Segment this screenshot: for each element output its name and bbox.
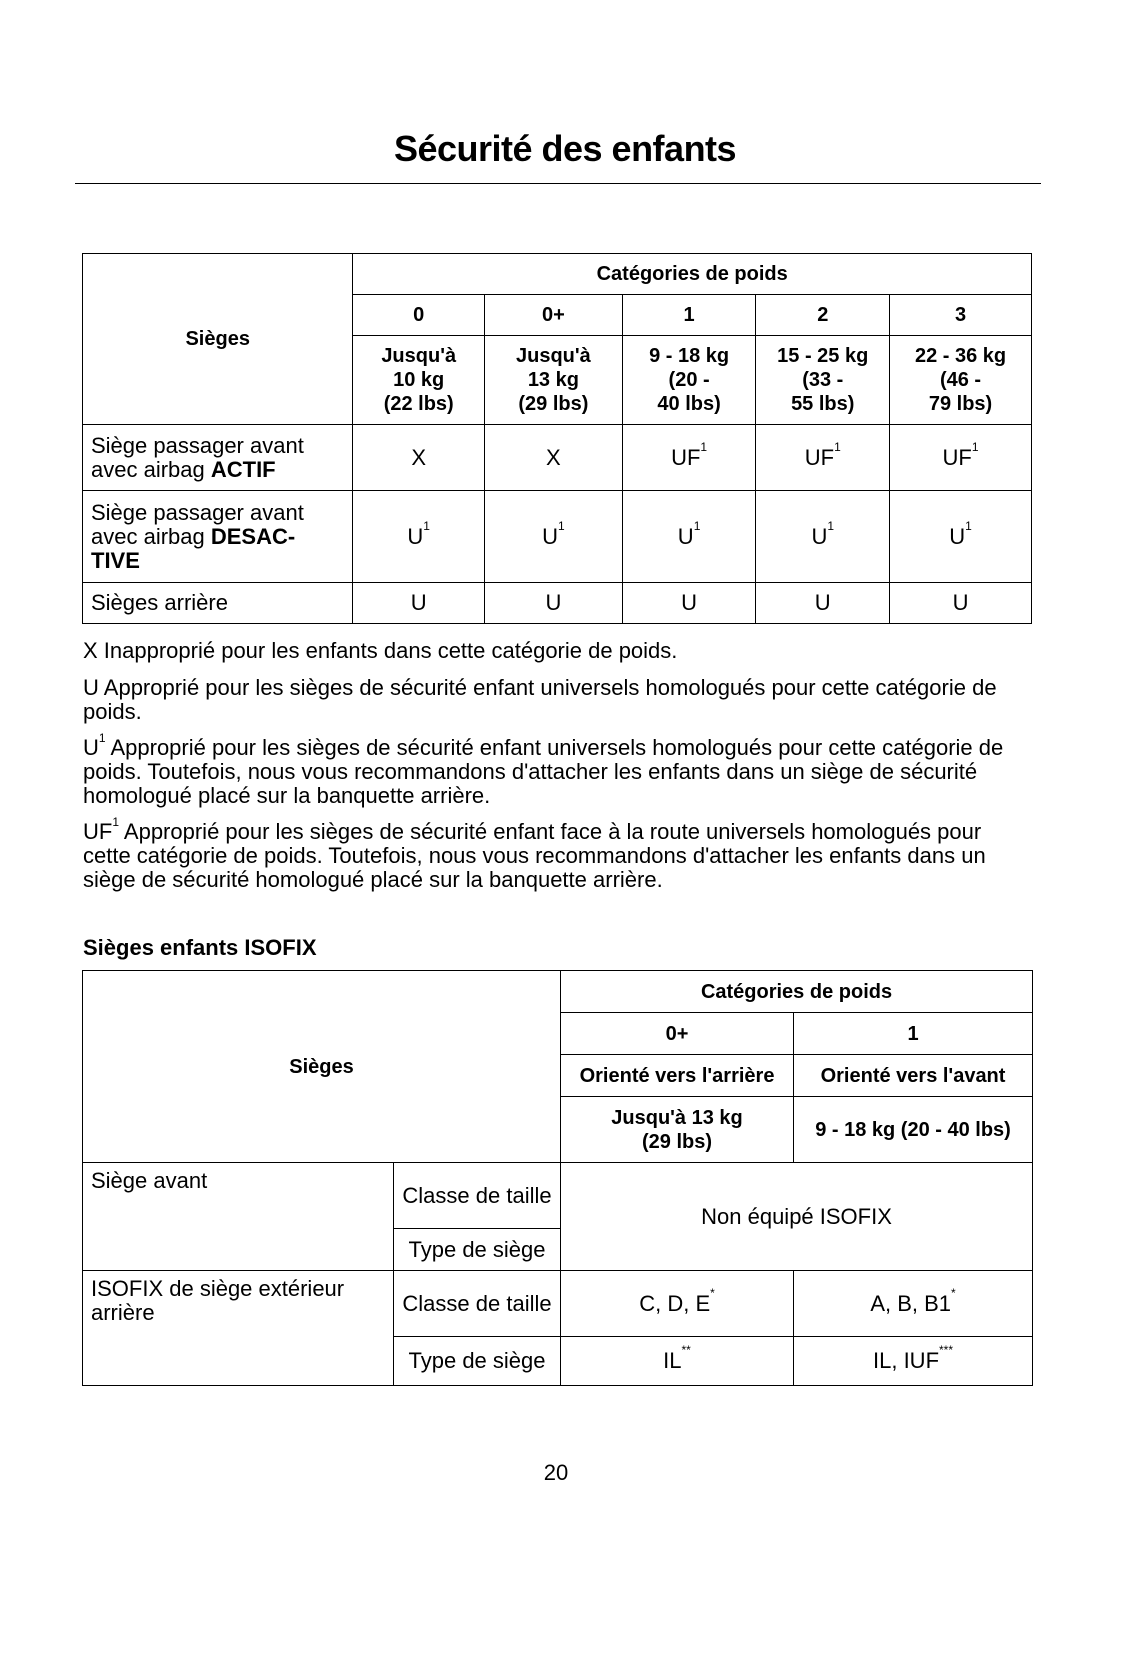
table-cell: $U^1$ xyxy=(890,491,1032,583)
page-number: 20 xyxy=(543,1460,569,1485)
table-row xyxy=(83,1271,1033,1337)
row-label-airbag-deactivated: Siège passager avant avec airbag DESAC- TIVE xyxy=(83,491,353,583)
row-label-front-seat: Siège avant xyxy=(83,1163,394,1271)
page-title: Sécurité des enfants xyxy=(393,128,737,169)
seat-type-label: Type de siège xyxy=(394,1337,561,1386)
table-cell: $U^1$ xyxy=(622,491,756,583)
isofix-table xyxy=(82,970,1033,1386)
table-cell: U xyxy=(622,583,756,624)
table-cell: $UF^1$ xyxy=(890,425,1032,491)
weight-range-0plus: Jusqu'à 13 kg (29 lbs) xyxy=(485,336,623,425)
isofix-weight-0plus: Jusqu'à 13 kg (29 lbs) xyxy=(561,1097,794,1163)
isofix-weight-1: 9 - 18 kg (20 - 40 lbs) xyxy=(794,1097,1033,1163)
weight-range-0: Jusqu'à 10 kg (22 lbs) xyxy=(353,336,485,425)
row-label-airbag-active: Siège passager avant avec airbag ACTIF xyxy=(83,425,353,491)
table-cell: U xyxy=(353,583,485,624)
table-cell: U xyxy=(756,583,890,624)
isofix-seats-header: Sièges xyxy=(83,971,561,1163)
weight-range-1: 9 - 18 kg (20 - 40 lbs) xyxy=(622,336,756,425)
isofix-category-0plus: 0+ xyxy=(561,1013,794,1055)
weight-range-3: 22 - 36 kg (46 - 79 lbs) xyxy=(890,336,1032,425)
table-cell: $U^1$ xyxy=(756,491,890,583)
category-3: 3 xyxy=(890,295,1032,336)
category-1: 1 xyxy=(622,295,756,336)
table-cell: X xyxy=(485,425,623,491)
note-u1: $U^1$ Approprié pour les sièges de sécurité enfant universels homologués pour cette catégorie de poids. Toutefois, nous vous recommandons d'attacher les enfants dans un siège de sécurité homologué placé sur la banquette arrière. xyxy=(83,731,1004,808)
table-cell: U xyxy=(890,583,1032,624)
table-cell: X xyxy=(353,425,485,491)
note-uf1: $UF^1$ Approprié pour les sièges de sécurité enfant face à la route universels homologués pour cette catégorie de poids. Toutefois, nous vous recommandons d'attacher les enfants dans un siège de sécurité homologué placé sur la banquette arrière. xyxy=(83,815,986,892)
table-cell: IL** xyxy=(561,1337,794,1386)
size-class-label: Classe de taille xyxy=(394,1163,561,1229)
orientation-front: Orienté vers l'avant xyxy=(794,1055,1033,1097)
category-0plus: 0+ xyxy=(485,295,623,336)
not-isofix-equipped: Non équipé ISOFIX xyxy=(561,1163,1033,1271)
weight-categories-header: Catégories de poids xyxy=(353,254,1032,295)
isofix-weight-categories-header: Catégories de poids xyxy=(561,971,1033,1013)
title-divider xyxy=(75,183,1041,184)
table-row xyxy=(83,583,1032,624)
table-cell: IL, IUF*** xyxy=(794,1337,1033,1386)
seat-type-label: Type de siège xyxy=(394,1229,561,1271)
size-class-label: Classe de taille xyxy=(394,1271,561,1337)
table-cell: $U^1$ xyxy=(485,491,623,583)
row-label-rear-seats: Sièges arrière xyxy=(83,583,353,624)
note-x: X Inapproprié pour les enfants dans cette catégorie de poids. xyxy=(83,638,678,663)
table-cell: $UF^1$ xyxy=(756,425,890,491)
category-0: 0 xyxy=(353,295,485,336)
isofix-section-heading: Sièges enfants ISOFIX xyxy=(83,935,317,960)
weight-category-table xyxy=(82,253,1032,624)
table-cell: $UF^1$ xyxy=(622,425,756,491)
table-cell: A, B, B1* xyxy=(794,1271,1033,1337)
orientation-rear: Orienté vers l'arrière xyxy=(561,1055,794,1097)
table-row xyxy=(83,491,1032,583)
table-cell: C, D, E* xyxy=(561,1271,794,1337)
isofix-category-1: 1 xyxy=(794,1013,1033,1055)
table-cell: $U^1$ xyxy=(353,491,485,583)
seats-header: Sièges xyxy=(83,254,353,425)
table-cell: U xyxy=(485,583,623,624)
weight-range-2: 15 - 25 kg (33 - 55 lbs) xyxy=(756,336,890,425)
note-u: U Approprié pour les sièges de sécurité enfant universels homologués pour cette catégorie de poids. xyxy=(83,675,997,724)
table-row xyxy=(83,425,1032,491)
category-2: 2 xyxy=(756,295,890,336)
row-label-rear-outer-isofix: ISOFIX de siège extérieur arrière xyxy=(83,1271,394,1386)
